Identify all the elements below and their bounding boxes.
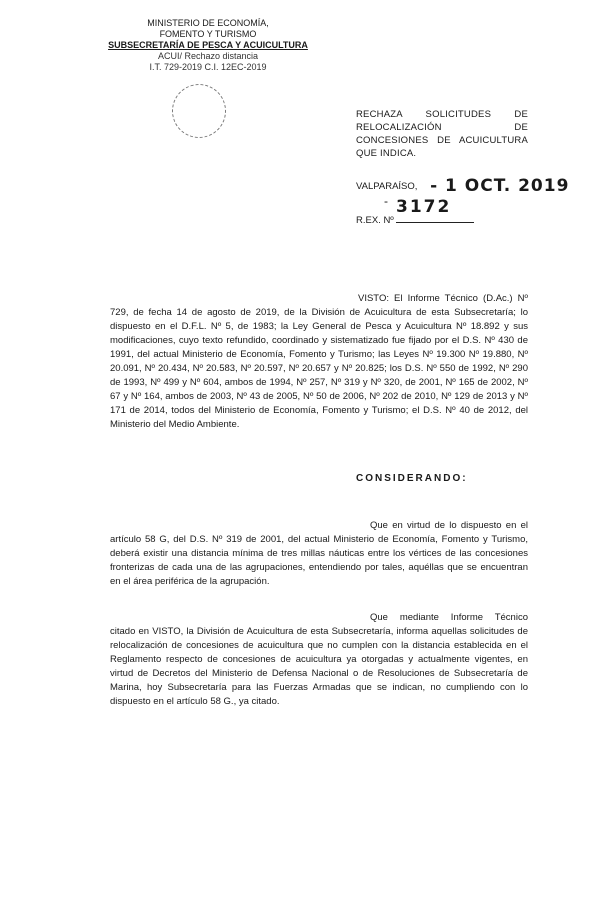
resolution-number-dash: - xyxy=(384,194,388,208)
subsecretaria-name: SUBSECRETARÍA DE PESCA Y ACUICULTURA xyxy=(108,40,308,50)
reference-line1: ACUI/ Rechazo distancia xyxy=(157,51,259,61)
official-seal-stamp xyxy=(165,77,233,145)
considerando-paragraph-1 xyxy=(110,519,528,589)
ministry-name-line1: MINISTERIO DE ECONOMÍA, xyxy=(147,18,269,28)
date-stamp: - 1 OCT. 2019 xyxy=(430,176,570,196)
visto-paragraph xyxy=(110,292,528,432)
letterhead xyxy=(108,18,308,73)
resolution-subject: RECHAZA SOLICITUDES DE RELOCALIZACIÓN DE CONCESIONES DE ACUICULTURA QUE INDICA. xyxy=(356,109,528,159)
considerando-1-text: Que en virtud de lo dispuesto en el artículo 58 G, del D.S. Nº 319 de 2001, del actual Ministerio de Economía, Fomento y Turismo, deberá existir una distancia mínima de tres millas náuticas entre los vértices de las concesiones fronterizas de cada una de las agrupaciones, entendiendo por tales, aquéllas que se encuentran en el área periférica de la agrupación. xyxy=(110,520,528,587)
considerando-2-text: Que mediante Informe Técnico citado en VISTO, la División de Acuicultura de esta Subsecretaría, informa aquellas solicitudes de relocalización de concesiones de acuicultura que no cumplen con la distancia establecida en el Reglamento respecto de concesiones de acuicultura ya otorgadas y actualmente vigentes, en virtud de Decretos del Ministerio de Defensa Nacional o de Resoluciones de Subsecretaría de Marina, hoy Subsecretaría para las Fuerzas Armadas que se indican, no cumpliendo con lo dispuesto en el artículo 58 G., ya citado. xyxy=(110,612,528,707)
date-line xyxy=(356,176,569,196)
visto-text: VISTO: El Informe Técnico (D.Ac.) Nº 729, de fecha 14 de agosto de 2019, de la División de Acuicultura de esta Subsecretaría; lo dispuesto en el D.F.L. Nº 5, de 1983; la Ley General de Pesca y Acuicultura Nº 18.892 y sus modificaciones, cuyo texto refundido, coordinado y sistematizado fue fijado por el D.S. Nº 430 de 1991, del actual Ministerio de Economía, Fomento y Turismo; las Leyes Nº 19.300 Nº 19.880, Nº 20.091, Nº 20.434, Nº 20.583, Nº 20.597, Nº 20.657 y Nº 20.825; los D.S. Nº 550 de 1992, Nº 290 de 1993, Nº 499 y Nº 604, ambos de 1994, Nº 257, Nº 319 y Nº 320, de 2001, Nº 165 de 2002, Nº 67 y Nº 164, ambos de 2003, Nº 43 de 2005, Nº 50 de 2006, Nº 202 de 2010, Nº 129 de 2013 y Nº 171 de 2014, todos del Ministerio de Economía, Fomento y Turismo; el D.S. Nº 40 de 2012, del Ministerio del Medio Ambiente. xyxy=(110,293,528,430)
considerando-paragraph-2 xyxy=(110,611,528,709)
reference-line2: I.T. 729-2019 C.I. 12EC-2019 xyxy=(149,62,267,72)
date-place: VALPARAÍSO, xyxy=(356,181,418,192)
ministry-name-line2: FOMENTO Y TURISMO xyxy=(159,29,257,39)
resolution-number-line xyxy=(356,194,474,226)
resolution-number: 3172 xyxy=(396,197,452,217)
considerando-heading: CONSIDERANDO: xyxy=(356,473,468,484)
resolution-number-label: R.EX. Nº xyxy=(356,215,394,226)
